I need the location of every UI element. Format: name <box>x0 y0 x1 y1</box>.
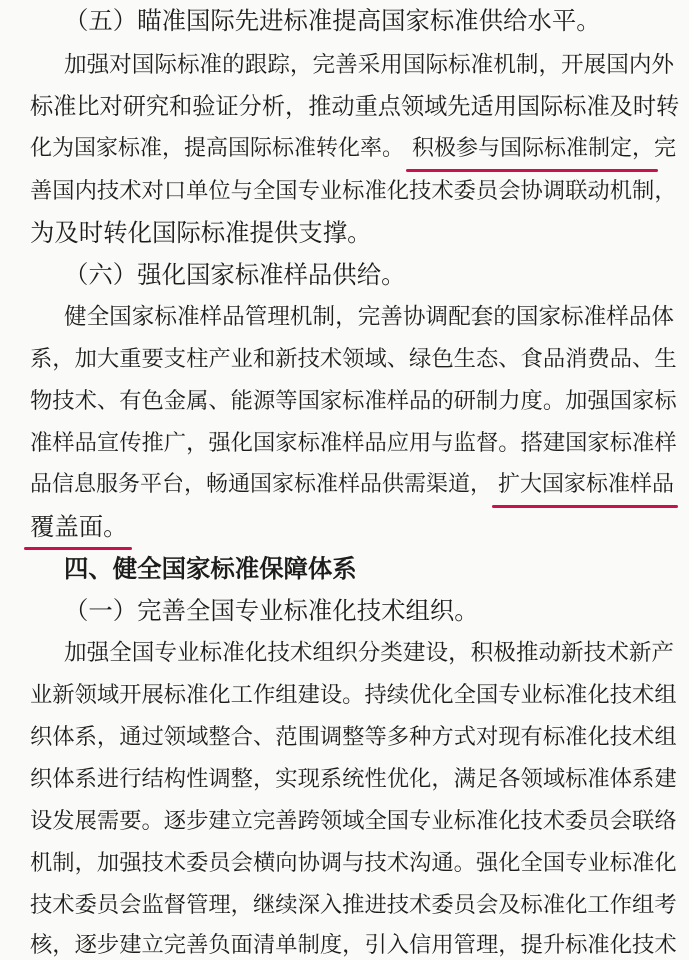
section-heading: （五）瞄准国际先进标准提高国家标准供给水平。 <box>64 6 601 35</box>
paragraph-line: 设发展需要。逐步建立完善跨领域全国专业标准化技术委员会联络 <box>30 808 677 834</box>
paragraph-line <box>30 512 128 542</box>
paragraph-line: 善国内技术对口单位与全国专业标准化技术委员会协调联动机制， <box>30 178 677 204</box>
paragraph-line: 化为国家标准，提高国际标准转化率。 积极参与国际标准制定，完 <box>30 134 676 164</box>
paragraph-line: 标准比对研究和验证分析，推动重点领域先适用国际标准及时转 <box>30 93 680 120</box>
paragraph-line: 技术委员会监督管理，继续深入推进技术委员会及标准化工作组考 <box>30 892 677 918</box>
paragraph-line: 机制，加强技术委员会横向协调与技术沟通。强化全国专业标准化 <box>30 850 677 876</box>
paragraph-line: 加强对国际标准的跟踪，完善采用国际标准机制，开展国内外 <box>64 52 675 78</box>
chapter-heading: 四、健全国家标准保障体系 <box>64 554 357 583</box>
section-heading: （六）强化国家标准样品供给。 <box>64 260 406 289</box>
highlighted-phrase: 积极参与国际标准制定， <box>412 134 654 164</box>
paragraph-line: 织体系，通过领域整合、范围调整等多种方式对现有标准化技术组 <box>30 724 677 750</box>
paragraph-line: 核，逐步建立完善负面清单制度，引入信用管理，提升标准化技术 <box>30 932 677 958</box>
paragraph-line: 准样品宣传推广，强化国家标准样品应用与监督。搭建国家标准样 <box>30 430 677 456</box>
highlighted-phrase: 覆盖面。 <box>30 512 128 541</box>
paragraph-line: 业新领域开展标准化工作组建设。持续优化全国专业标准化技术组 <box>30 682 677 708</box>
paragraph-line: 为及时转化国际标准提供支撑。 <box>30 218 372 247</box>
paragraph-line: 加强全国专业标准化技术组织分类建设，积极推动新技术新产 <box>64 640 675 666</box>
paragraph-line: 织体系进行结构性调整，实现系统性优化，满足各领域标准体系建 <box>30 766 677 792</box>
paragraph-line: 物技术、有色金属、能源等国家标准样品的研制力度。加强国家标 <box>30 388 677 414</box>
section-heading: （一）完善全国专业标准化技术组织。 <box>64 596 479 625</box>
highlighted-phrase: 扩大国家标准样品 <box>498 470 674 500</box>
paragraph-line: 系，加大重要支柱产业和新技术领域、绿色生态、食品消费品、生 <box>30 346 677 372</box>
paragraph-line: 品信息服务平台，畅通国家标准样品供需渠道， 扩大国家标准样品 <box>30 470 674 500</box>
paragraph-line: 健全国家标准样品管理机制，完善协调配套的国家标准样品体 <box>64 304 675 330</box>
